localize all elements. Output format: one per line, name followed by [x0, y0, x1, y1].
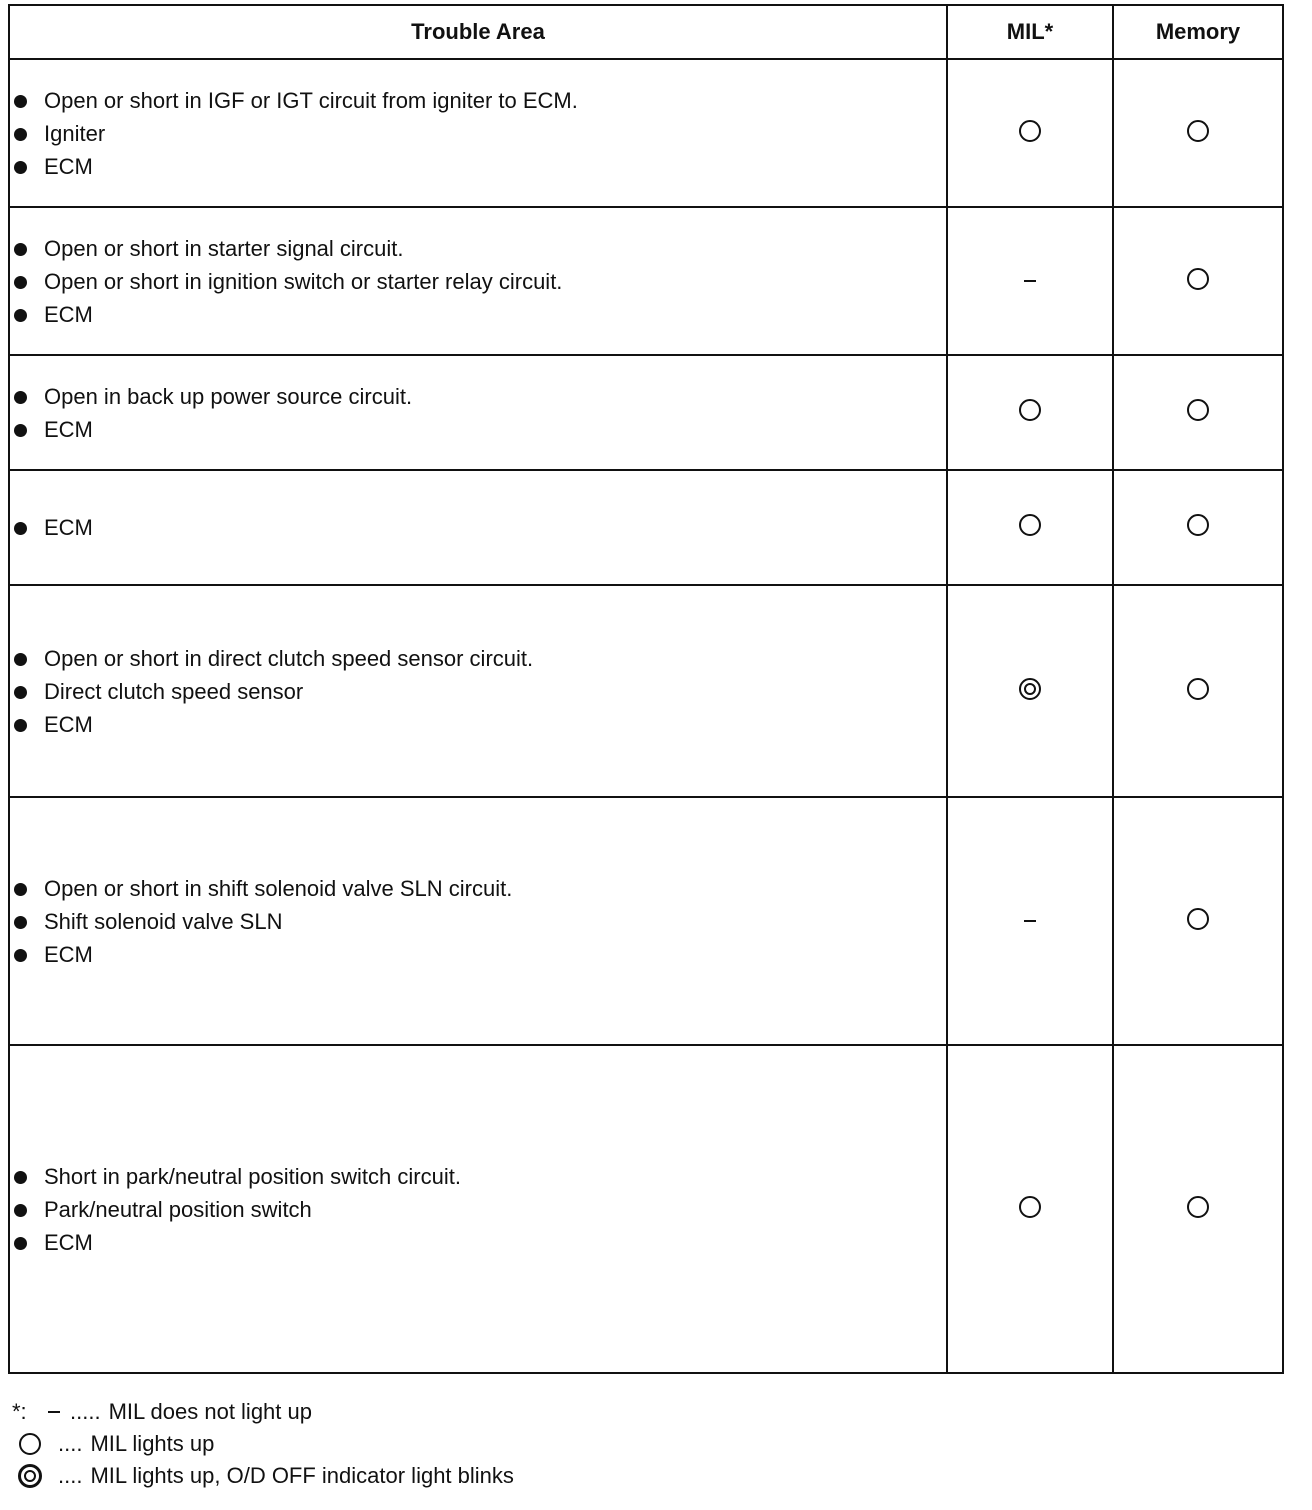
bullet-icon	[14, 883, 27, 896]
dash-icon	[1024, 920, 1036, 922]
memory-cell	[1113, 207, 1283, 355]
table-row	[9, 470, 1283, 585]
table-row	[9, 797, 1283, 1045]
list-item: Shift solenoid valve SLN	[10, 905, 946, 938]
trouble-area-cell	[9, 59, 947, 207]
table-row	[9, 355, 1283, 470]
header-mil: MIL*	[947, 5, 1113, 59]
trouble-area-cell	[9, 797, 947, 1045]
bullet-icon	[14, 916, 27, 929]
list-item: Open or short in direct clutch speed sensor circuit.	[10, 642, 946, 675]
open-circle-icon	[1187, 908, 1209, 930]
bullet-icon	[14, 522, 27, 535]
legend	[12, 1396, 514, 1492]
list-item: ECM	[10, 150, 946, 183]
bullet-icon	[14, 949, 27, 962]
memory-cell	[1113, 355, 1283, 470]
legend-text: MIL lights up, O/D OFF indicator light blinks	[90, 1463, 514, 1488]
bullet-icon	[14, 653, 27, 666]
header-row	[9, 5, 1283, 59]
list-item: ECM	[10, 938, 946, 971]
open-circle-icon	[1187, 268, 1209, 290]
mil-cell	[947, 1045, 1113, 1373]
trouble-area-cell	[9, 470, 947, 585]
legend-marker: *:	[12, 1399, 27, 1424]
open-circle-icon	[1187, 120, 1209, 142]
open-circle-icon	[1019, 1196, 1041, 1218]
dash-icon	[1024, 280, 1036, 282]
list-item: ECM	[10, 413, 946, 446]
bullet-icon	[14, 309, 27, 322]
open-circle-icon	[19, 1433, 41, 1455]
table-row	[9, 1045, 1283, 1373]
bullet-icon	[14, 1204, 27, 1217]
list-item: Direct clutch speed sensor	[10, 675, 946, 708]
open-circle-icon	[1187, 399, 1209, 421]
bullet-icon	[14, 1171, 27, 1184]
open-circle-icon	[1019, 120, 1041, 142]
list-item: Open or short in starter signal circuit.	[10, 232, 946, 265]
bullet-icon	[14, 128, 27, 141]
list-item: ECM	[10, 511, 946, 544]
list-item: Park/neutral position switch	[10, 1193, 946, 1226]
list-item: Open or short in shift solenoid valve SLN circuit.	[10, 872, 946, 905]
trouble-area-cell	[9, 585, 947, 797]
legend-text: MIL lights up	[90, 1431, 215, 1456]
memory-cell	[1113, 797, 1283, 1045]
open-circle-icon	[1019, 514, 1041, 536]
trouble-area-cell	[9, 207, 947, 355]
table-row	[9, 59, 1283, 207]
header-trouble-area: Trouble Area	[9, 5, 947, 59]
list-item: ECM	[10, 298, 946, 331]
list-item: Open in back up power source circuit.	[10, 380, 946, 413]
bullet-icon	[14, 161, 27, 174]
bullet-icon	[14, 243, 27, 256]
dash-icon	[48, 1411, 60, 1413]
double-circle-icon	[18, 1464, 42, 1488]
trouble-table	[8, 4, 1284, 1374]
mil-cell	[947, 470, 1113, 585]
bullet-icon	[14, 276, 27, 289]
list-item: Open or short in IGF or IGT circuit from igniter to ECM.	[10, 84, 946, 117]
table-row	[9, 207, 1283, 355]
table-row	[9, 585, 1283, 797]
trouble-area-cell	[9, 1045, 947, 1373]
bullet-icon	[14, 686, 27, 699]
legend-row-dash: *: ..... MIL does not light up	[12, 1396, 514, 1428]
list-item: Open or short in ignition switch or starter relay circuit.	[10, 265, 946, 298]
bullet-icon	[14, 424, 27, 437]
legend-text: MIL does not light up	[108, 1399, 312, 1424]
memory-cell	[1113, 470, 1283, 585]
mil-cell	[947, 585, 1113, 797]
list-item: Short in park/neutral position switch circuit.	[10, 1160, 946, 1193]
mil-cell	[947, 355, 1113, 470]
memory-cell	[1113, 59, 1283, 207]
list-item: ECM	[10, 1226, 946, 1259]
bullet-icon	[14, 1237, 27, 1250]
mil-cell	[947, 797, 1113, 1045]
memory-cell	[1113, 1045, 1283, 1373]
open-circle-icon	[1187, 1196, 1209, 1218]
double-circle-icon	[1019, 678, 1041, 700]
open-circle-icon	[1187, 514, 1209, 536]
mil-cell	[947, 59, 1113, 207]
trouble-area-cell	[9, 355, 947, 470]
open-circle-icon	[1187, 678, 1209, 700]
legend-row-open-circle: .... MIL lights up	[12, 1428, 514, 1460]
mil-cell	[947, 207, 1113, 355]
bullet-icon	[14, 719, 27, 732]
legend-row-double-circle: .... MIL lights up, O/D OFF indicator light blinks	[12, 1460, 514, 1492]
open-circle-icon	[1019, 399, 1041, 421]
list-item: Igniter	[10, 117, 946, 150]
header-memory: Memory	[1113, 5, 1283, 59]
bullet-icon	[14, 95, 27, 108]
memory-cell	[1113, 585, 1283, 797]
bullet-icon	[14, 391, 27, 404]
list-item: ECM	[10, 708, 946, 741]
